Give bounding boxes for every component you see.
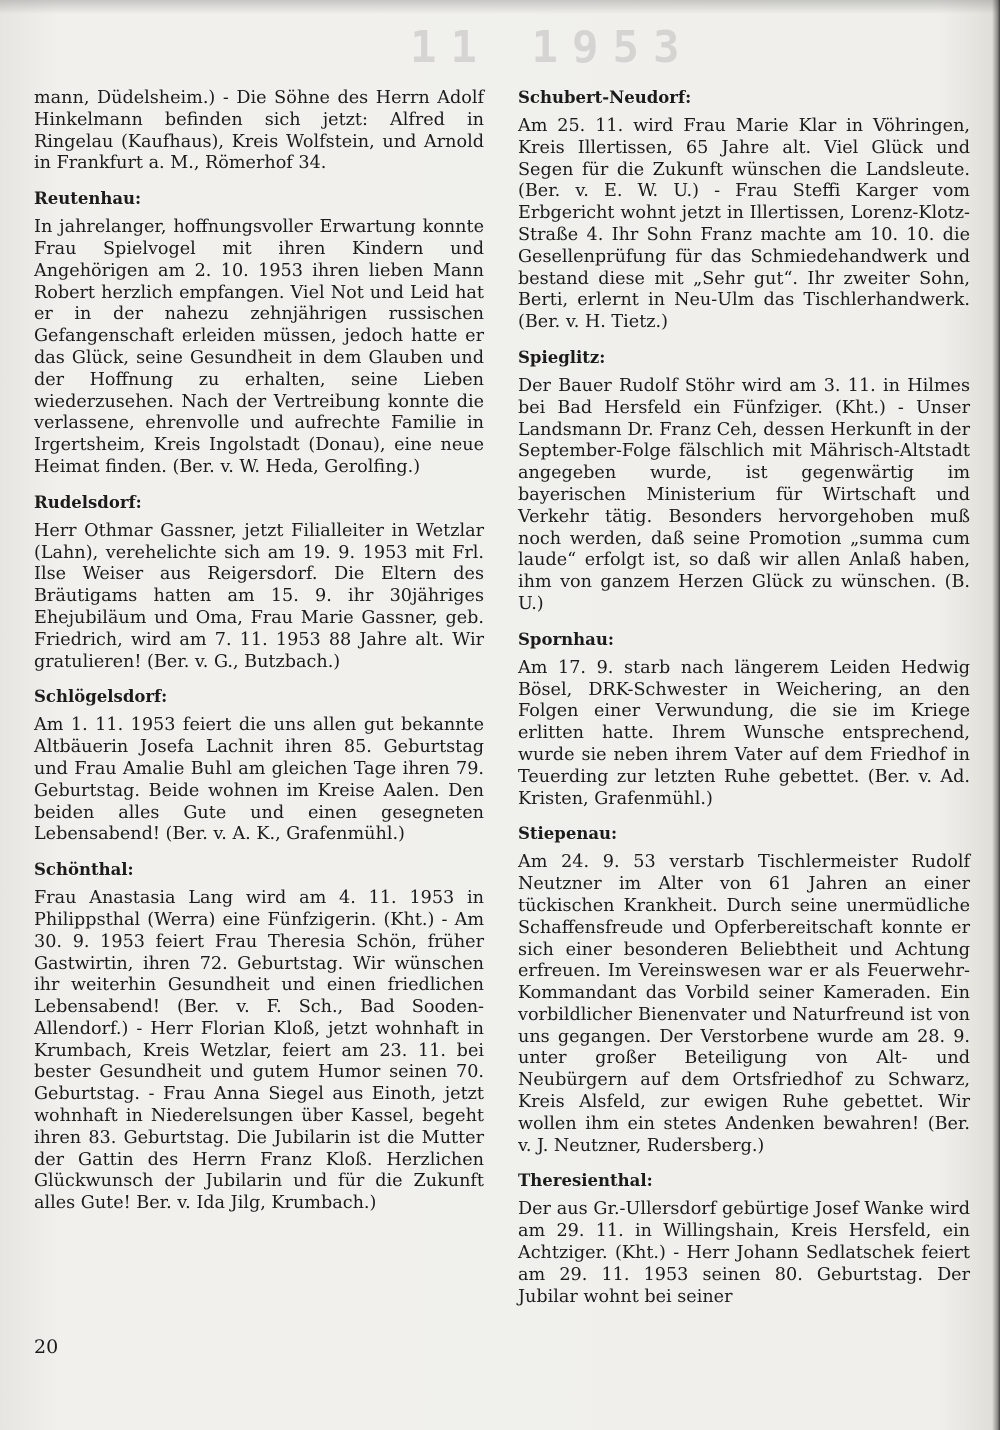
left-column bbox=[34, 88, 484, 1229]
section-heading: Schlögelsdorf: bbox=[34, 687, 168, 707]
scan-shadow-top bbox=[0, 0, 1000, 14]
article-theresienthal bbox=[518, 1171, 970, 1308]
article-rudelsdorf bbox=[34, 493, 484, 674]
article-text: In jahrelanger, hoffnungsvoller Erwartung konnte Frau Spielvogel mit ihren Kindern und Angehörigen am 2. 10. 1953 ihren lieben Mann Robert herzlich empfangen. Viel Not und Leid hat er in der nahezu zehnjährigen russischen Gefangenschaft erleiden müssen, jedoch hatte er das Glück, seine Gesundheit in dem Glauben und der Hoffnung zu erhalten, seine Lieben wiederzusehen. Nach der Vertreibung konnte die verlassene, ehrenvolle und aufrechte Familie in Irgertsheim, Kreis Ingolstadt (Donau), eine neue Heimat finden. (Ber. v. W. Heda, Gerolfing.) bbox=[34, 217, 484, 477]
article-text: Am 25. 11. wird Frau Marie Klar in Vöhringen, Kreis Illertissen, 65 Jahre alt. Viel Glück und Segen für die Zukunft wünschen die Landsleute. (Ber. v. E. W. U.) - Frau Steffi Karger vom Erbgericht wohnt jetzt in Illertissen, Lorenz-Klotz-Straße 4. Ihr Sohn Franz machte am 10. 10. die Gesellenprüfung für das Schmiedehandwerk und bestand diese mit „Sehr gut“. Ihr zweiter Sohn, Berti, erlernt in Neu-Ulm das Tischlerhandwerk. (Ber. v. H. Tietz.) bbox=[518, 116, 970, 333]
section-heading: Spornhau: bbox=[518, 629, 614, 649]
article-spieglitz bbox=[518, 348, 970, 616]
section-heading: Spieglitz: bbox=[518, 347, 606, 367]
page-number: 20 bbox=[34, 1336, 59, 1358]
section-heading: Theresienthal: bbox=[518, 1171, 653, 1191]
faded-stamp: 11 1953 bbox=[410, 22, 694, 73]
article-text: Am 1. 11. 1953 feiert die uns allen gut bekannte Altbäuerin Josefa Lachnit ihren 85. Geburtstag und Frau Amalie Buhl am gleichen Tage ihren 79. Geburtstag. Beide wohnen im Kreise Aalen. Den beiden alles Gute und einen gesegneten Lebensabend! (Ber. v. A. K., Grafenmühl.) bbox=[34, 715, 484, 845]
article-spornhau bbox=[518, 630, 970, 811]
article-text: Herr Othmar Gassner, jetzt Filialleiter in Wetzlar (Lahn), verehelichte sich am 19. 9. 1953 mit Frl. Ilse Weiser aus Reigersdorf. Die Eltern des Bräutigams hatten am 15. 9. ihr 30jähriges Ehejubiläum und Oma, Frau Marie Gassner, geb. Friedrich, wird am 7. 11. 1953 88 Jahre alt. Wir gratulieren! (Ber. v. G., Butzbach.) bbox=[34, 520, 484, 672]
article-reutenhau bbox=[34, 189, 484, 479]
section-heading: Stiepenau: bbox=[518, 824, 618, 844]
article-stiepenau bbox=[518, 824, 970, 1157]
right-column bbox=[518, 88, 970, 1322]
article-schloegelsdorf bbox=[34, 687, 484, 846]
article-text: Der Bauer Rudolf Stöhr wird am 3. 11. in Hilmes bei Bad Hersfeld ein Fünfziger. (Kht.) - Unser Landsmann Dr. Franz Ceh, dessen Herkunft in der September-Folge fälschlich mit Mährisch-Altstadt angegeben wurde, ist gegenwärtig im bayerischen Ministerium für Wirtschaft und Verkehr tätig. Besonders hervorgehoben muß noch werden, daß seine Promotion „summa cum laude“ erfolgt ist, so daß wir allen Anlaß haben, ihm von ganzem Herzen Glück zu wünschen. (B. U.) bbox=[518, 375, 970, 614]
article-schoenthal bbox=[34, 860, 484, 1215]
article-text: Am 24. 9. 53 verstarb Tischlermeister Rudolf Neutzner im Alter von 61 Jahren an einer tückischen Krankheit. Durch seine unermüdliche Schaffensfreude und Opferbereitschaft konnte er sich einer besonderen Beliebtheit und Achtung erfreuen. Im Vereinswesen war er als Feuerwehr-Kommandant das Vorbild seiner Kameraden. Ein vorbildlicher Bienenvater und Naturfreund ist von uns gegangen. Der Verstorbene wurde am 28. 9. unter großer Beteiligung von Alt- und Neubürgern auf dem Ortsfriedhof zu Schwarz, Kreis Alsfeld, zur ewigen Ruhe gebettet. Wir wollen ihm ein stetes Andenken bewahren! (Ber. v. J. Neutzner, Rudersberg.) bbox=[518, 852, 970, 1156]
section-heading: Schubert-Neudorf: bbox=[518, 88, 692, 107]
article-text: Am 17. 9. starb nach längerem Leiden Hedwig Bösel, DRK-Schwester in Weichering, an den Folgen einer Verwundung, die sie im Kriege erlitten hatte. Ihrem Wunsche entsprechend, wurde sie neben ihrem Vater auf dem Friedhof in Teuerding zur letzten Ruhe gebettet. (Ber. v. Ad. Kristen, Grafenmühl.) bbox=[518, 657, 970, 809]
scan-shadow-right bbox=[992, 0, 1000, 1430]
article-continued bbox=[34, 88, 484, 175]
article-text: mann, Düdelsheim.) - Die Söhne des Herrn Adolf Hinkelmann befinden sich jetzt: Alfred in Ringelau (Kaufhaus), Kreis Wolfstein, und Arnold in Frankfurt a. M., Römerhof 34. bbox=[34, 88, 484, 174]
article-text: Frau Anastasia Lang wird am 4. 11. 1953 in Philippsthal (Werra) eine Fünfzigerin. (Kht.) - Am 30. 9. 1953 feiert Frau Theresia Schön, früher Gastwirtin, ihren 72. Geburtstag. Wir wünschen ihr weiterhin Gesundheit und einen friedlichen Lebensabend! (Ber. v. F. Sch., Bad Sooden-Allendorf.) - Herr Florian Kloß, jetzt wohnhaft in Krumbach, Kreis Wetzlar, feiert am 23. 11. bei bester Gesundheit und gutem Humor seinen 70. Geburtstag. - Frau Anna Siegel aus Einoth, jetzt wohnhaft in Niederelsungen über Kassel, begeht ihren 83. Geburtstag. Die Jubilarin ist die Mutter der Gattin des Herrn Franz Kloß. Herzlichen Glückwunsch der Jubilarin und für die Zukunft alles Gute! Ber. v. Ida Jilg, Krumbach.) bbox=[34, 888, 484, 1214]
section-heading: Schönthal: bbox=[34, 860, 134, 880]
article-schubert-neudorf bbox=[518, 88, 970, 334]
section-heading: Reutenhau: bbox=[34, 189, 142, 209]
section-heading: Rudelsdorf: bbox=[34, 492, 142, 512]
article-text: Der aus Gr.-Ullersdorf gebürtige Josef Wanke wird am 29. 11. in Willingshain, Kreis Hersfeld, ein Achtziger. (Kht.) - Herr Johann Sedlatschek feiert am 29. 11. 1953 seinen 80. Geburtstag. Der Jubilar wohnt bei seiner bbox=[518, 1199, 970, 1307]
